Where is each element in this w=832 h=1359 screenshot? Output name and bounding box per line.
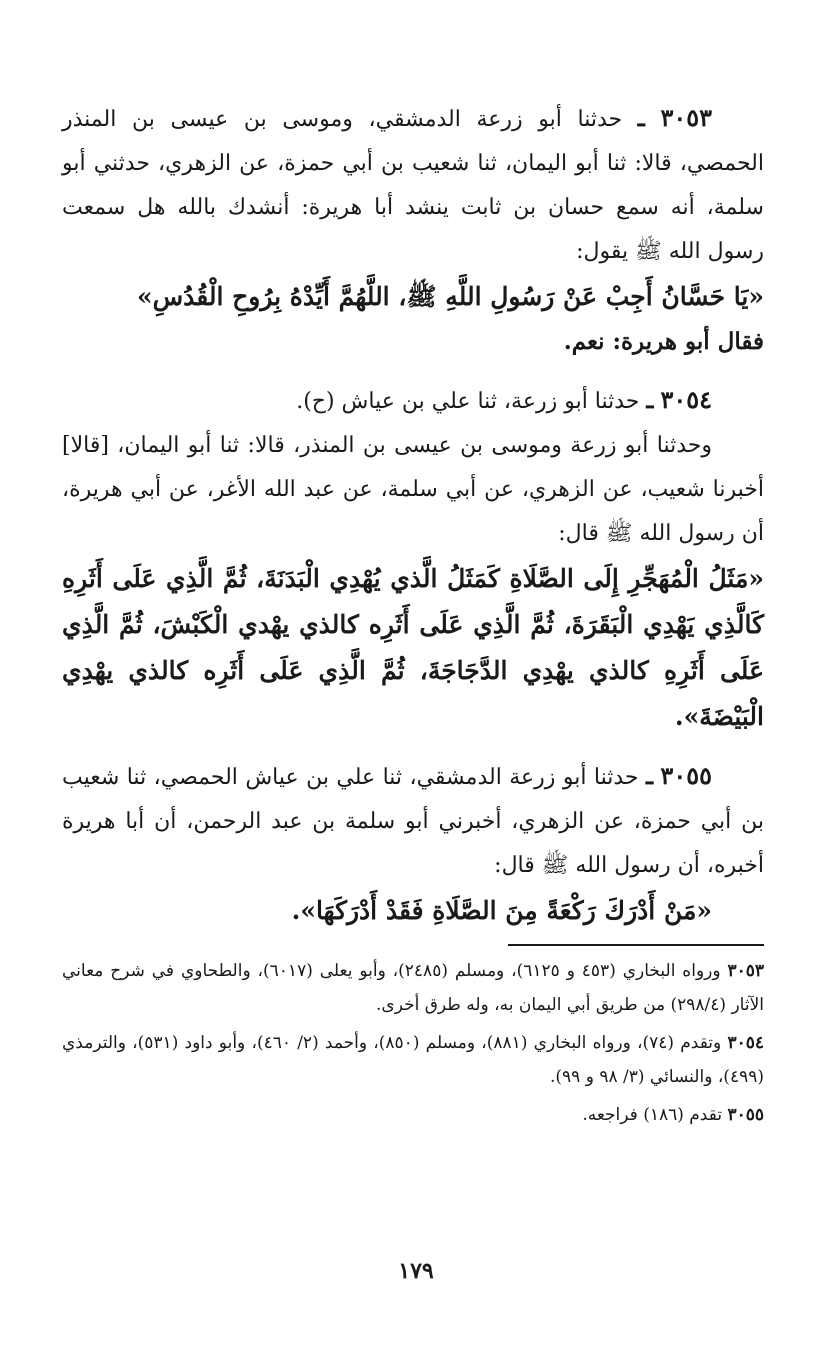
hadith-ending: فقال أبو هريرة: نعم. <box>563 328 764 355</box>
hadith-chain <box>62 96 764 274</box>
footnote-text: تقدم (١٨٦) فراجعه. <box>582 1105 723 1125</box>
hadith-number: ٣٠٥٤ <box>660 385 712 414</box>
hadith-quote <box>62 556 764 740</box>
footnotes <box>62 954 764 1132</box>
hadith-quote-text: «مَنْ أَدْرَكَ رَكْعَةً مِنَ الصَّلَاةِ فَقَدْ أَدْرَكَهَا» <box>300 896 712 925</box>
footnote <box>62 1098 764 1132</box>
hadith-dash: ـ <box>646 385 654 414</box>
page-number: ١٧٩ <box>398 1258 434 1284</box>
hadith-quote: «يَا حَسَّانُ أَجِبْ عَنْ رَسُولِ اللَّهِ ﷺ، اللَّهُمَّ أَيِّدْهُ بِرُوحِ الْقُدُسِ» <box>136 282 764 311</box>
hadith-ending: . <box>291 896 301 925</box>
hadith-chain-text: حدثنا أبو زرعة، ثنا علي بن عياش (ح). <box>296 389 640 414</box>
hadith-chain-text: حدثنا أبو زرعة الدمشقي، وموسى بن عيسى بن المنذر الحمصي، قالا: ثنا أبو اليمان، ثنا شعيب بن أبي حمزة، عن الزهري، حدثني أبو سلمة، أنه سمع حسان بن ثابت ينشد أبا هريرة: أنشدك بالله هل سمعت رسول الله ﷺ يقول: <box>62 107 764 264</box>
hadith-3053 <box>62 96 764 364</box>
hadith-quote-text: «مَثَلُ الْمُهَجِّرِ إِلَى الصَّلَاةِ كَمَثَلُ الَّذي يُهْدِي الْبَدَنَةَ، ثُمَّ الَّذِي عَلَى أَثَرِهِ كَالَّذِي يَهْدِي الْبَقَرَةَ، ثُمَّ الَّذِي عَلَى أَثَرِه كالذي يهْدي الْكَبْشَ، ثُمَّ الَّذِي عَلَى أَثَرِهِ كالذي يهْدِي الدَّجَاجَةَ، ثُمَّ الَّذِي عَلَى أَثَرِه كالذي يهْدِي الْبَيْضَةَ» <box>62 564 764 731</box>
hadith-number: ٣٠٥٥ <box>660 761 712 790</box>
hadith-ending: . <box>674 702 684 731</box>
hadith-chain <box>62 754 764 888</box>
page-body <box>62 96 764 1359</box>
footnote-text: ورواه البخاري (٤٥٣ و ٦١٢٥)، ومسلم (٢٤٨٥)، وأبو يعلى (٦٠١٧)، والطحاوي في شرح معاني الآثار (٢٩٨/٤) من طريق أبي اليمان به، وله طرق أخرى. <box>62 961 764 1015</box>
footnote <box>62 954 764 1022</box>
hadith-chain-text: حدثنا أبو زرعة الدمشقي، ثنا علي بن عياش الحمصي، ثنا شعيب بن أبي حمزة، عن الزهري، أخبرني أبو سلمة بن عبد الرحمن، أن أبا هريرة أخبره، أن رسول الله ﷺ قال: <box>62 765 764 878</box>
footnote-number: ٣٠٥٣ <box>727 961 764 981</box>
footnote <box>62 1026 764 1094</box>
hadith-3054 <box>62 378 764 740</box>
footnote-number: ٣٠٥٥ <box>727 1105 764 1125</box>
footnote-number: ٣٠٥٤ <box>727 1033 764 1053</box>
spacer <box>62 740 764 754</box>
hadith-dash: ـ <box>637 103 645 132</box>
footnote-text: وتقدم (٧٤)، ورواه البخاري (٨٨١)، ومسلم (٨٥٠)، وأحمد (٢/ ٤٦٠)، وأبو داود (٥٣١)، والترمذي (٤٩٩)، والنسائي (٣/ ٩٨ و ٩٩). <box>62 1033 764 1087</box>
spacer <box>62 364 764 378</box>
hadith-3055 <box>62 754 764 934</box>
hadith-dash: ـ <box>645 761 653 790</box>
hadith-chain-2: وحدثنا أبو زرعة وموسى بن عيسى بن المنذر، قالا: ثنا أبو اليمان، [قالا] أخبرنا شعيب، عن الزهري، عن أبي سلمة، عن عبد الله الأغر، عن أبي هريرة، أن رسول الله ﷺ قال: <box>62 433 764 546</box>
hadith-quote <box>62 888 764 934</box>
footnote-separator <box>508 944 764 946</box>
hadith-chain <box>62 378 764 424</box>
hadith-number: ٣٠٥٣ <box>660 103 713 132</box>
